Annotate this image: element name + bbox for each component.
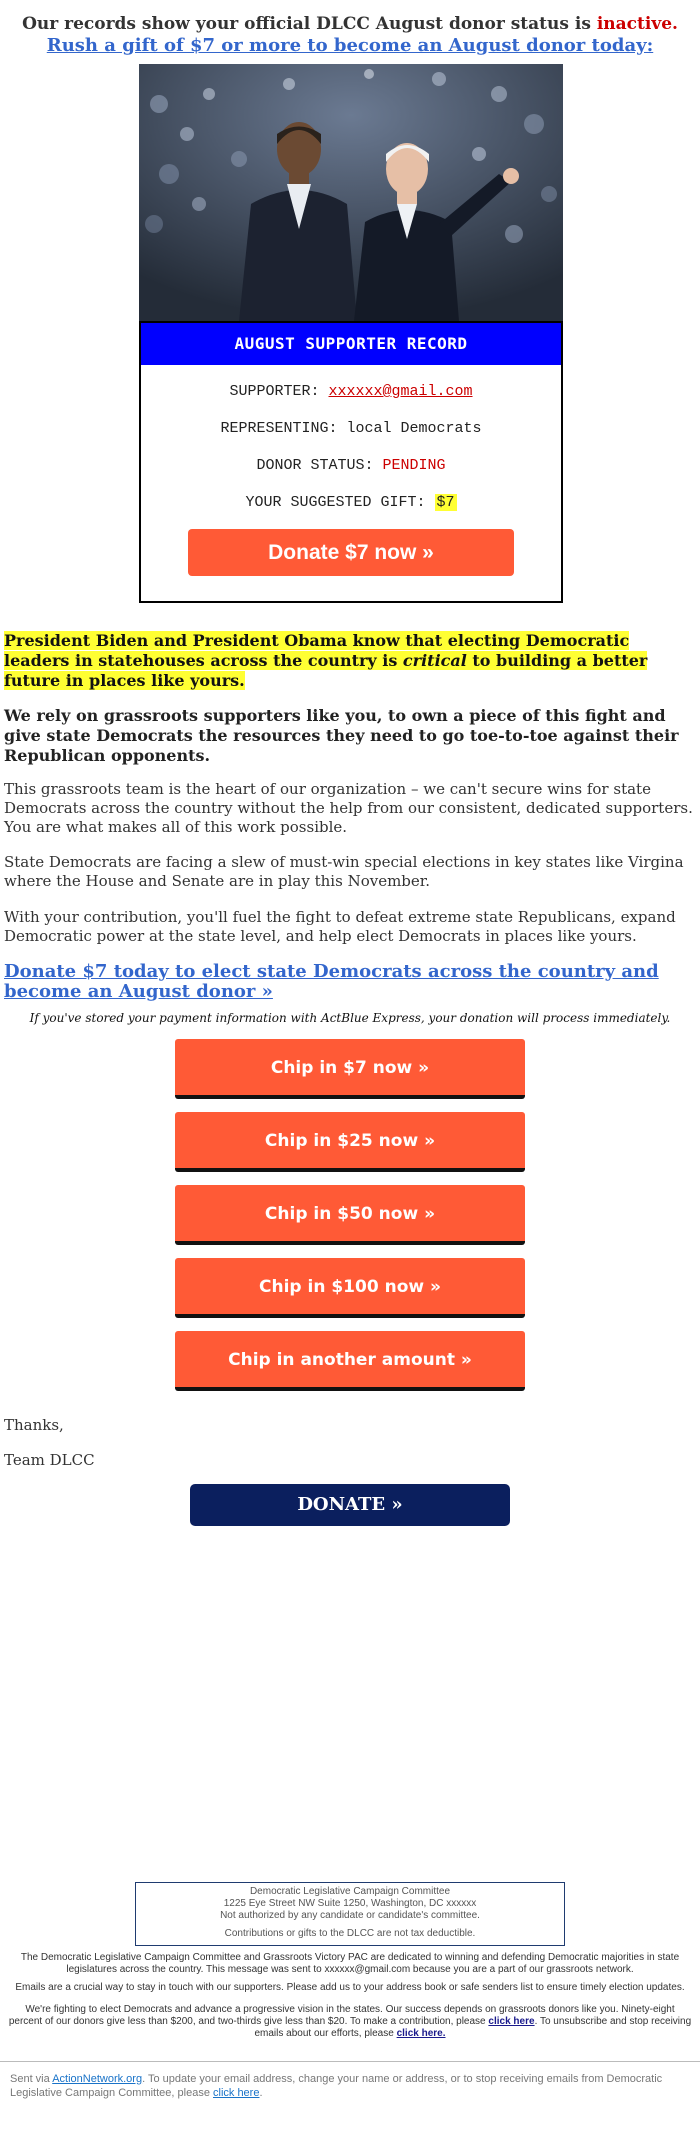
donate-navy-button[interactable]: DONATE » <box>190 1484 510 1526</box>
supporter-label: SUPPORTER: <box>229 383 320 400</box>
suggested-gift-value: $7 <box>436 494 455 511</box>
footer-not-authorized: Not authorized by any candidate or candidate's committee. <box>220 1910 480 1921</box>
chip-in-7-button[interactable]: Chip in $7 now » <box>175 1039 525 1099</box>
donor-status-label: DONOR STATUS: <box>256 457 374 474</box>
action-network-link[interactable]: ActionNetwork.org <box>52 2073 143 2085</box>
actblue-express-note: If you've stored your payment information with ActBlue Express, your donation will process immediately. <box>29 1011 671 1025</box>
supporter-row <box>141 383 561 400</box>
chip-in-other-button[interactable]: Chip in another amount » <box>175 1331 525 1391</box>
donor-status-value: PENDING <box>382 457 446 474</box>
footer-unsubscribe-link[interactable]: click here. <box>396 2028 446 2039</box>
hero-image[interactable] <box>139 64 563 321</box>
highlight-post: to building a better future in places like yours. <box>4 651 648 690</box>
representing-row <box>141 420 561 437</box>
footer-donors-text: We're fighting to elect Democrats and advance a progressive vision in the states. Our success depends on grassroots donors like you. Ninety-eight percent of our donors give less than $200, and two-thirds give less than $20. To make a contribution, please <box>8 2004 675 2027</box>
donor-status-line <box>0 14 700 34</box>
thanks-text: Thanks, <box>4 1416 64 1434</box>
chip-in-100-button[interactable]: Chip in $100 now » <box>175 1258 525 1318</box>
footer-paragraph-mission: The Democratic Legislative Campaign Committee and Grassroots Victory PAC are dedicated to winning and defending Democratic majorities in state legislatures across the country. This message was sent to xxxxxx@gmail.com because you are a part of our grassroots network. <box>20 1952 680 1975</box>
footer-org-name: Democratic Legislative Campaign Committee <box>249 1886 451 1897</box>
representing-label: REPRESENTING: <box>220 420 338 437</box>
paragraph-contribution: With your contribution, you'll fuel the fight to defeat extreme state Republicans, expand Democratic power at the state level, and help elect Democrats in places like yours. <box>4 908 676 945</box>
highlight-paragraph <box>4 631 694 691</box>
rush-gift-link[interactable]: Rush a gift of $7 or more to become an August donor today: <box>46 35 654 56</box>
grassroots-bold-paragraph: We rely on grassroots supporters like you, to own a piece of this fight and give state Democrats the resources they need to go toe-to-toe against their Republican opponents. <box>4 706 679 765</box>
sent-middle: . To update your email address, change your name or address, or to stop receiving emails from Democratic Legislative Campaign Committee, please <box>10 2073 663 2099</box>
suggested-gift-label: YOUR SUGGESTED GIFT: <box>245 494 426 511</box>
paragraph-special-elections: State Democrats are facing a slew of must-win special elections in key states like Virgina where the House and Senate are in play this November. <box>4 853 684 890</box>
sent-prefix: Sent via <box>10 2073 53 2085</box>
footer-paragraph-donors <box>8 2004 692 2040</box>
highlight-pre: President Biden and President Obama know that electing Democratic leaders in statehouses across the country is <box>4 631 630 670</box>
record-title: AUGUST SUPPORTER RECORD <box>141 323 561 365</box>
representing-value: local Democrats <box>346 420 482 437</box>
donor-status-row <box>141 457 561 474</box>
chip-in-50-button[interactable]: Chip in $50 now » <box>175 1185 525 1245</box>
sent-click-here-link[interactable]: click here <box>213 2087 260 2099</box>
status-inactive: inactive. <box>596 14 678 34</box>
status-prefix: Our records show your official DLCC August donor status is <box>22 14 597 34</box>
suggested-gift-row <box>141 494 561 511</box>
sent-end: . <box>259 2087 263 2099</box>
sent-via-text <box>10 2072 690 2100</box>
donate-today-link[interactable]: Donate $7 today to elect state Democrats across the country and become an August donor » <box>4 961 659 1002</box>
supporter-email-link[interactable]: xxxxxx@gmail.com <box>328 383 473 400</box>
footer-address: 1225 Eye Street NW Suite 1250, Washington, DC xxxxxx <box>223 1898 477 1909</box>
hero-illustration <box>139 64 563 321</box>
footer-divider <box>0 2061 700 2062</box>
team-signature: Team DLCC <box>4 1451 95 1469</box>
paragraph-heart: This grassroots team is the heart of our organization – we can't secure wins for state Democrats across the country without the help from our consistent, dedicated supporters. You are what makes all of this work possible. <box>4 780 693 836</box>
donate-7-button[interactable]: Donate $7 now » <box>188 529 514 576</box>
footer-disclaimer-box <box>135 1882 565 1946</box>
chip-in-25-button[interactable]: Chip in $25 now » <box>175 1112 525 1172</box>
highlight-em: critical <box>402 651 467 670</box>
supporter-record-card <box>139 321 563 603</box>
footer-tax-note: Contributions or gifts to the DLCC are not tax deductible. <box>224 1928 476 1939</box>
footer-contribute-link[interactable]: click here <box>488 2016 535 2027</box>
footer-unsubscribe-text: . To unsubscribe and stop receiving emails about our efforts, please <box>254 2016 692 2039</box>
footer-paragraph-emails: Emails are a crucial way to stay in touch with our supporters. Please add us to your address book or safe senders list to ensure timely election updates. <box>15 1982 685 1993</box>
